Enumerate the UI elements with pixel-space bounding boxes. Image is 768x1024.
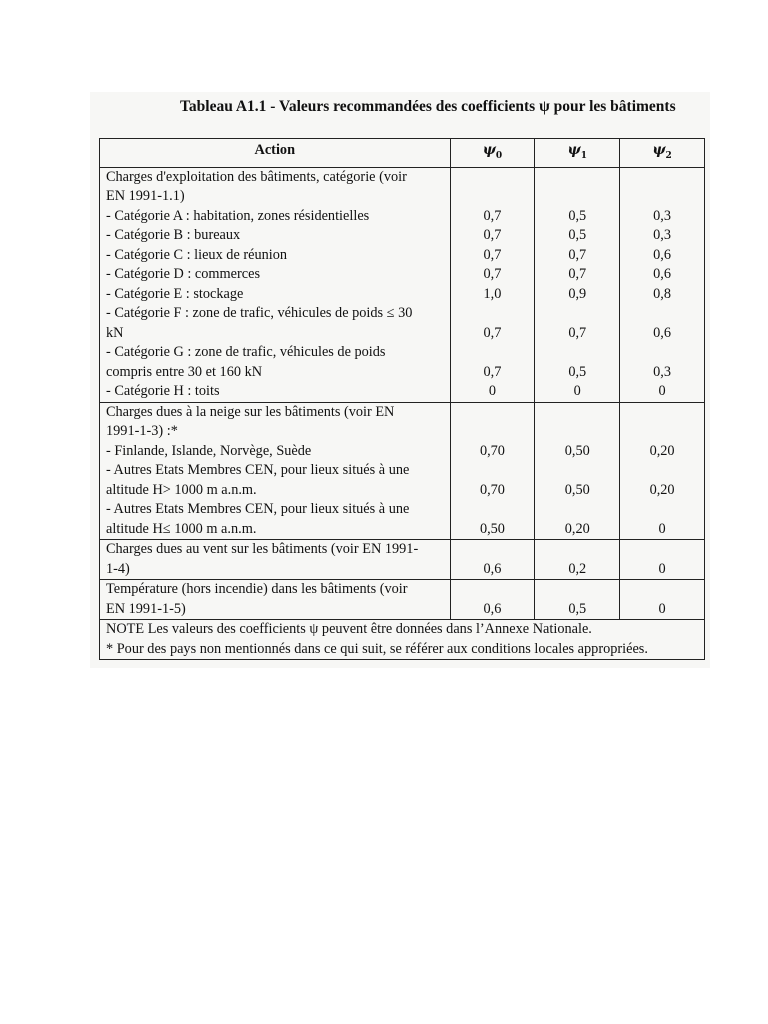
action-cell <box>100 540 451 580</box>
action-line: Température (hors incendie) dans les bâtiments (voir <box>106 581 408 598</box>
psi2-value: 0,20 <box>649 481 675 498</box>
psi0-subscript: 0 <box>495 150 503 161</box>
header-row <box>100 139 705 168</box>
psi2-symbol: ψ <box>652 142 666 158</box>
psi2-value: 0 <box>658 600 666 617</box>
action-cell <box>100 580 451 620</box>
action-line: Charges dues au vent sur les bâtiments (voir EN 1991- <box>106 541 419 558</box>
psi0-value: 1,0 <box>483 285 502 302</box>
psi1-value-cell <box>535 402 620 540</box>
psi2-value: 0 <box>658 560 666 577</box>
action-line: altitude H≤ 1000 m a.n.m. <box>106 520 257 537</box>
psi1-value: 0,9 <box>568 285 587 302</box>
psi1-value: 0,5 <box>568 227 587 244</box>
note-cell <box>100 620 705 660</box>
psi0-value <box>457 500 529 520</box>
psi2-value <box>626 580 698 600</box>
action-line: Charges dues à la neige sur les bâtiments (voir EN <box>106 403 395 420</box>
psi1-value <box>541 461 613 481</box>
psi1-value <box>541 500 613 520</box>
psi2-value <box>626 500 698 520</box>
note-row <box>100 620 705 660</box>
psi0-value-cell <box>450 540 535 580</box>
psi2-value-cell <box>620 540 705 580</box>
psi1-value: 0,50 <box>564 442 590 459</box>
psi2-value <box>626 343 698 363</box>
psi0-value <box>457 403 529 423</box>
action-line: - Catégorie B : bureaux <box>106 227 241 244</box>
psi-coefficient-table <box>99 138 705 660</box>
psi0-value-cell <box>450 580 535 620</box>
psi0-value-cell <box>450 167 535 402</box>
psi2-value: 0,6 <box>653 324 672 341</box>
action-line: EN 1991-1-5) <box>106 600 186 617</box>
psi1-value: 0 <box>573 383 581 400</box>
psi0-value <box>457 168 529 188</box>
action-line: Charges d'exploitation des bâtiments, catégorie (voir <box>106 168 407 185</box>
note-line-1: NOTE Les valeurs des coefficients ψ peuvent être données dans l’Annexe Nationale. <box>106 621 592 638</box>
psi2-subscript: 2 <box>665 150 672 161</box>
action-line: - Autres Etats Membres CEN, pour lieux situés à une <box>106 462 410 479</box>
psi1-value: 0,7 <box>568 246 587 263</box>
action-line: - Finlande, Islande, Norvège, Suède <box>106 442 312 459</box>
action-line: - Catégorie A : habitation, zones résidentielles <box>106 207 370 224</box>
action-line: kN <box>106 324 124 341</box>
header-psi0 <box>450 139 535 168</box>
psi0-value-cell <box>450 402 535 540</box>
action-line: - Catégorie D : commerces <box>106 266 261 283</box>
psi0-value <box>457 187 529 207</box>
psi1-value: 0,50 <box>564 481 590 498</box>
action-line: - Catégorie G : zone de trafic, véhicules de poids <box>106 344 386 361</box>
group-row <box>100 402 705 540</box>
note-line-2: * Pour des pays non mentionnés dans ce qui suit, se référer aux conditions locales appropriées. <box>106 640 648 657</box>
action-line: 1991-1-3) :* <box>106 423 178 440</box>
psi1-value-cell <box>535 167 620 402</box>
psi0-value: 0,50 <box>479 520 505 537</box>
psi2-value-cell <box>620 580 705 620</box>
action-cell <box>100 167 451 402</box>
group-row <box>100 167 705 402</box>
action-line: - Autres Etats Membres CEN, pour lieux situés à une <box>106 501 410 518</box>
psi1-value: 0,5 <box>568 363 587 380</box>
psi0-value: 0,6 <box>483 600 502 617</box>
psi0-value <box>457 540 529 560</box>
psi1-value <box>541 403 613 423</box>
psi1-value <box>541 422 613 442</box>
psi1-value <box>541 304 613 324</box>
psi1-value: 0,7 <box>568 266 587 283</box>
psi0-value: 0,70 <box>479 442 505 459</box>
psi0-value: 0,7 <box>483 363 502 380</box>
psi1-value-cell <box>535 540 620 580</box>
psi2-value <box>626 187 698 207</box>
psi1-value <box>541 343 613 363</box>
psi2-value <box>626 540 698 560</box>
psi2-value <box>626 304 698 324</box>
psi0-value: 0,7 <box>483 227 502 244</box>
psi0-value: 0,7 <box>483 207 502 224</box>
psi0-value <box>457 580 529 600</box>
psi2-value <box>626 422 698 442</box>
psi2-value: 0 <box>658 383 666 400</box>
table-body <box>100 167 705 620</box>
action-line: - Catégorie E : stockage <box>106 285 244 302</box>
psi1-value-cell <box>535 580 620 620</box>
psi0-value: 0 <box>488 383 497 400</box>
psi1-value <box>541 580 613 600</box>
psi2-value <box>626 403 698 423</box>
psi2-value: 0,6 <box>653 246 672 263</box>
psi0-value: 0,7 <box>483 246 502 263</box>
action-line: - Catégorie C : lieux de réunion <box>106 246 288 263</box>
header-psi1 <box>535 139 620 168</box>
psi2-value: 0 <box>658 520 666 537</box>
action-cell <box>100 402 451 540</box>
table-title: Tableau A1.1 - Valeurs recommandées des coefficients ψ pour les bâtiments <box>180 98 676 115</box>
header-action: Action <box>100 139 451 168</box>
psi1-value: 0,5 <box>568 207 587 224</box>
psi0-value <box>457 343 529 363</box>
psi1-symbol: ψ <box>567 142 581 158</box>
psi2-value: 0,3 <box>653 227 672 244</box>
psi2-value: 0,8 <box>653 285 672 302</box>
psi2-value: 0,6 <box>653 266 672 283</box>
header-psi2 <box>620 139 705 168</box>
psi2-value: 0,20 <box>649 442 675 459</box>
psi2-value: 0,3 <box>653 207 672 224</box>
psi1-value: 0,20 <box>564 520 590 537</box>
psi0-value <box>457 422 529 442</box>
psi0-value: 0,7 <box>483 266 502 283</box>
psi1-value <box>541 168 613 188</box>
group-row <box>100 540 705 580</box>
action-line: 1-4) <box>106 560 130 577</box>
psi2-value <box>626 168 698 188</box>
psi2-value-cell <box>620 167 705 402</box>
psi0-value: 0,7 <box>483 324 502 341</box>
psi1-value <box>541 187 613 207</box>
action-line: - Catégorie H : toits <box>106 383 220 400</box>
psi1-value: 0,2 <box>568 560 587 577</box>
psi0-value: 0,6 <box>483 560 502 577</box>
psi1-value <box>541 540 613 560</box>
psi0-symbol: ψ <box>482 142 496 158</box>
group-row <box>100 580 705 620</box>
psi2-value <box>626 461 698 481</box>
psi0-value: 0,70 <box>479 481 505 498</box>
psi0-value <box>457 461 529 481</box>
action-line: - Catégorie F : zone de trafic, véhicules de poids ≤ 30 <box>106 305 413 322</box>
action-line: EN 1991-1.1) <box>106 188 185 205</box>
psi1-value: 0,5 <box>568 600 587 617</box>
psi1-subscript: 1 <box>580 150 587 161</box>
action-line: compris entre 30 et 160 kN <box>106 363 263 380</box>
psi2-value-cell <box>620 402 705 540</box>
action-line: altitude H> 1000 m a.n.m. <box>106 481 257 498</box>
psi2-value: 0,3 <box>653 363 672 380</box>
psi0-value <box>457 304 529 324</box>
psi1-value: 0,7 <box>568 324 587 341</box>
